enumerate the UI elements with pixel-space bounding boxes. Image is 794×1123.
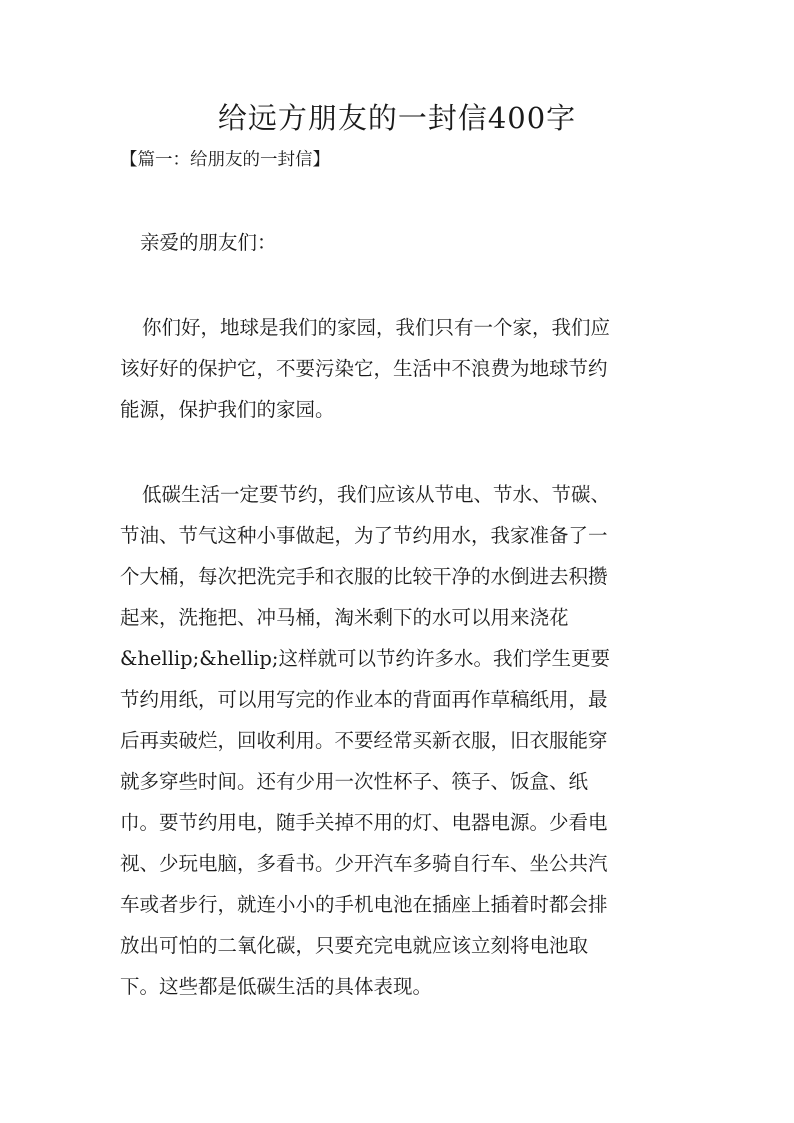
letter-greeting: 亲爱的朋友们：	[140, 231, 277, 254]
paragraph-line: 低碳生活一定要节约，我们应该从节电、节水、节碳、	[142, 483, 611, 506]
paragraph-line: 该好好的保护它，不要污染它，生活中不浪费为地球节约	[120, 357, 608, 380]
document-title: 给远方朋友的一封信400字	[217, 101, 577, 135]
paragraph-line: &hellip;&hellip;这样就可以节约许多水。我们学生更要	[120, 647, 610, 670]
paragraph-line: 下。这些都是低碳生活的具体表现。	[120, 975, 433, 998]
paragraph-line: 就多穿些时间。还有少用一次性杯子、筷子、饭盒、纸	[120, 770, 589, 793]
paragraph-line: 节油、节气这种小事做起，为了节约用水，我家准备了一	[120, 524, 608, 547]
paragraph-line: 个大桶，每次把洗完手和衣服的比较干净的水倒进去积攒	[120, 565, 608, 588]
paragraph-line: 视、少玩电脑，多看书。少开汽车多骑自行车、坐公共汽	[120, 852, 608, 875]
paragraph-2	[120, 474, 660, 1007]
paragraph-line: 起来，洗拖把、冲马桶，淘米剩下的水可以用来浇花	[120, 606, 569, 629]
paragraph-line: 放出可怕的二氧化碳，只要充完电就应该立刻将电池取	[120, 934, 589, 957]
paragraph-line: 你们好，地球是我们的家园，我们只有一个家，我们应	[142, 316, 611, 339]
paragraph-line: 后再卖破烂，回收利用。不要经常买新衣服，旧衣服能穿	[120, 729, 608, 752]
paragraph-line: 能源，保护我们的家园。	[120, 398, 335, 421]
paragraph-line: 节约用纸，可以用写完的作业本的背面再作草稿纸用，最	[120, 688, 608, 711]
paragraph-1	[120, 307, 660, 430]
paragraph-line: 巾。要节约用电，随手关掉不用的灯、电器电源。少看电	[120, 811, 608, 834]
paragraph-line: 车或者步行，就连小小的手机电池在插座上插着时都会排	[120, 893, 608, 916]
section-heading: 【篇一：给朋友的一封信】	[120, 150, 330, 170]
